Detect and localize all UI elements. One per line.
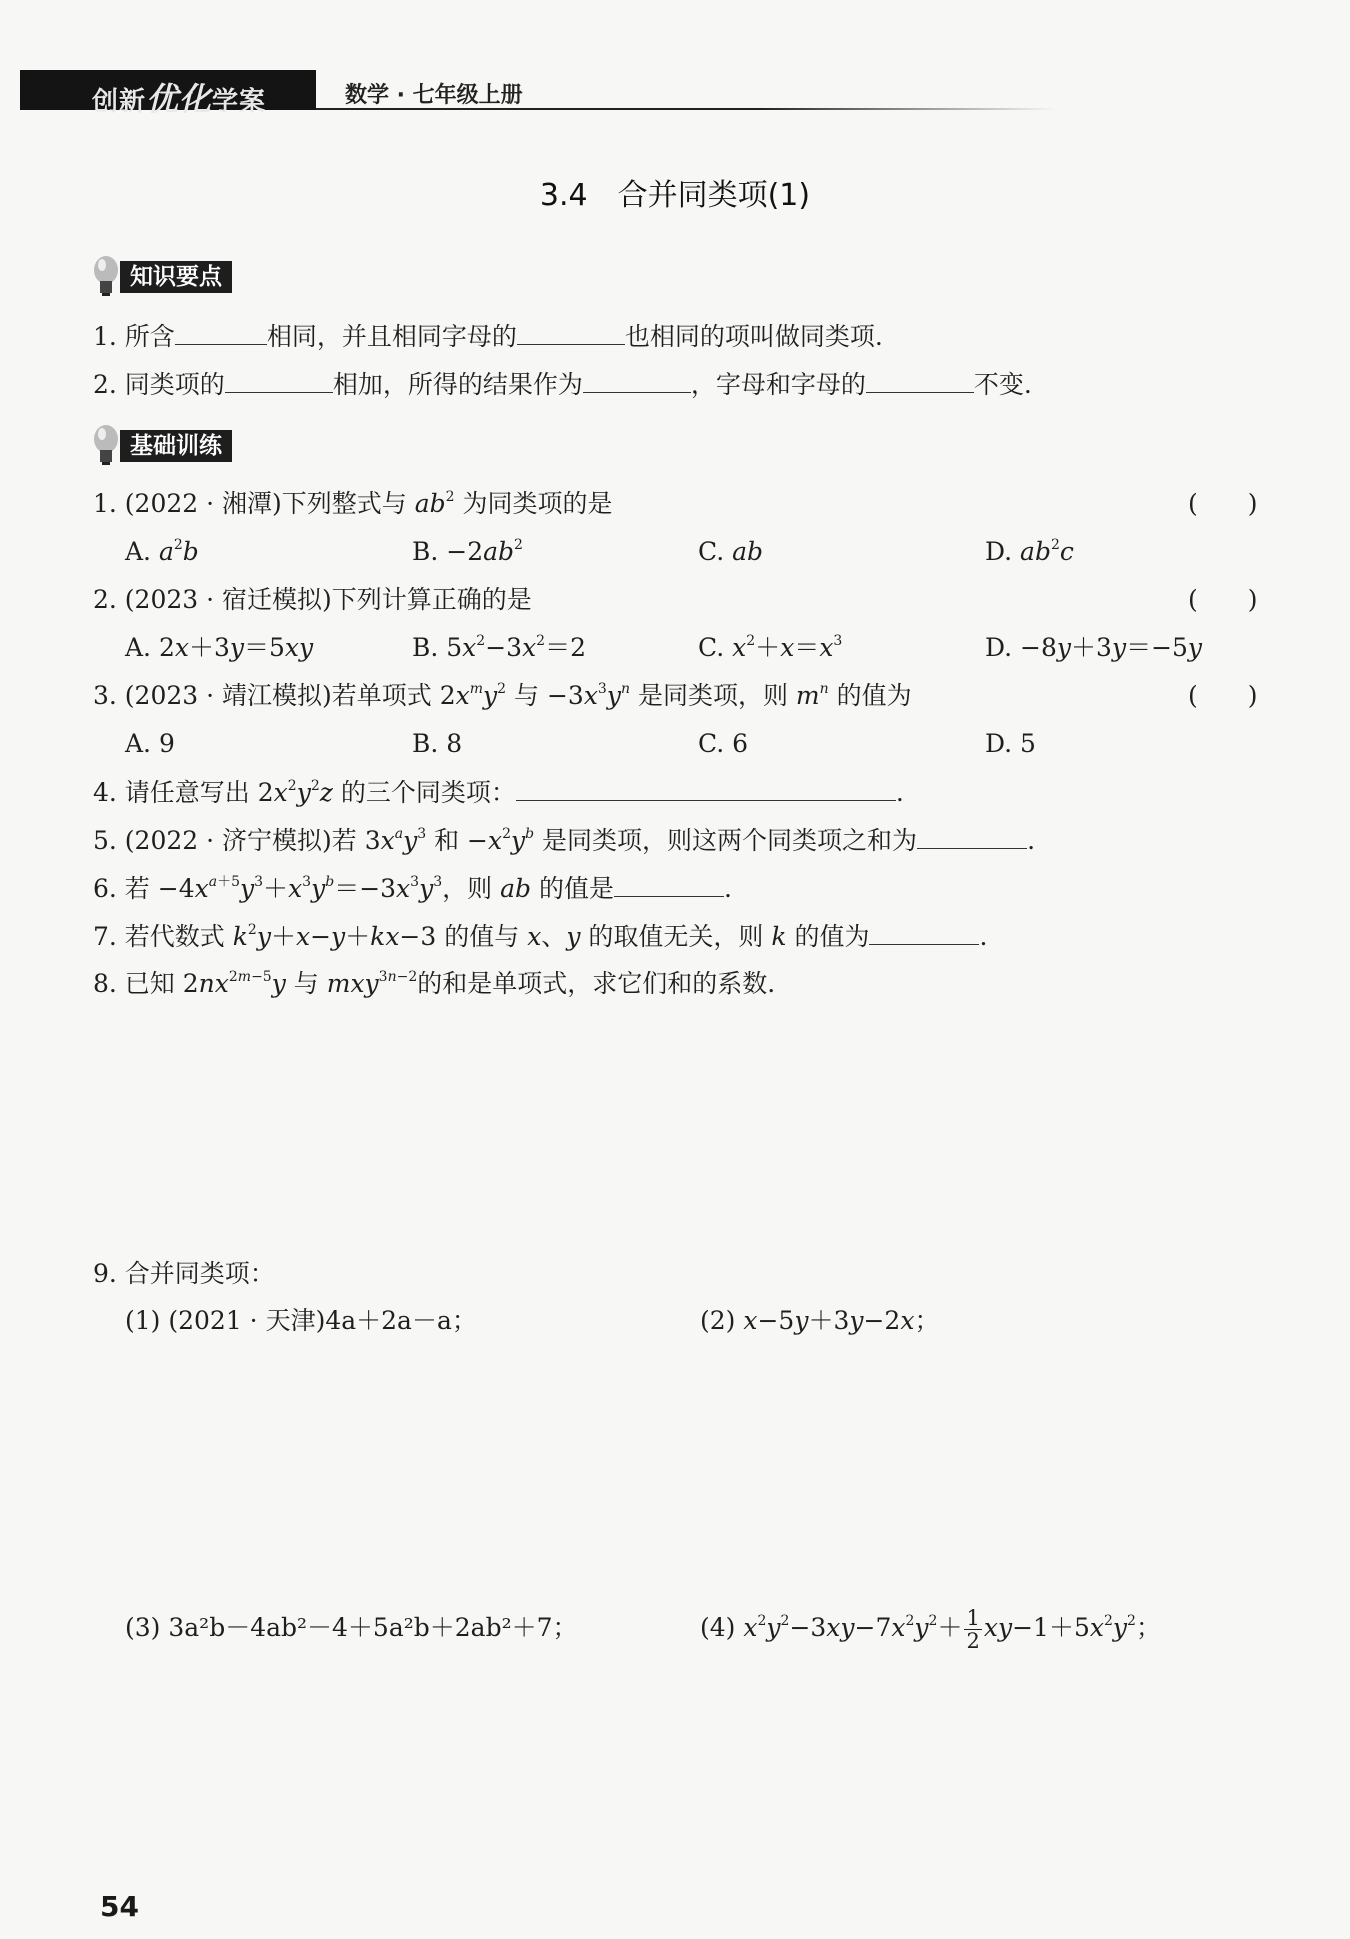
lightbulb-icon [92,424,122,466]
knowledge-line-1: 1. 所含 相同，并且相同字母的 也相同的项叫做同类项. [93,322,883,351]
header-band [20,70,316,118]
question-5: 5. (2022 · 济宁模拟)若 $3x^ay^3$ 和 $-x^2y^b$ 是同类项，则这两个同类项之和为 . [93,826,1036,855]
question-1: 1. (2022 · 湘潭)下列整式与 $ab^2$ 为同类项的是 [93,489,613,518]
section-label: 基础训练 [120,430,232,462]
q3-option-c: C. 6 [698,729,749,758]
q3-option-d: D. 5 [985,729,1036,758]
question-2: 2. (2023 · 宿迁模拟)下列计算正确的是 [93,585,532,614]
q9-part-1: (1) (2021 · 天津)4a＋2a－a； [125,1306,477,1335]
q2-option-b: B. $5x^2-3x^2=2$ [412,633,586,662]
answer-bracket: ( ) [1188,585,1258,614]
section-label: 知识要点 [120,261,232,293]
knowledge-line-2: 2. 同类项的 相加，所得的结果作为 ，字母和字母的 不变. [93,370,1032,399]
question-4: 4. 请任意写出 $2x^2y^2z$ 的三个同类项： . [93,778,904,807]
answer-bracket: ( ) [1188,489,1258,518]
question-7: 7. 若代数式 $k^2y+x-y+kx-3$ 的值与 x、y 的取值无关，则 k 的值为 . [93,922,988,951]
q1-option-a: A. $a^2b$ [125,537,199,566]
question-9: 9. 合并同类项： [93,1259,275,1288]
q1-option-b: B. $-2ab^2$ [412,537,523,566]
book-subtitle: 数学 · 七年级上册 [345,83,523,108]
q1-option-c: C. ab [698,537,764,566]
q9-part-3: (3) 3a²b－4ab²－4＋5a²b＋2ab²＋7； [125,1613,578,1642]
q3-option-b: B. 8 [412,729,463,758]
question-3: 3. (2023 · 靖江模拟)若单项式 $2x^my^2$ 与 $-3x^3y^n$ 是同类项，则 $m^n$ 的值为 [93,681,912,710]
page-number: 54 [100,1890,139,1923]
q2-option-d: D. −8y＋3y＝−5y [985,633,1203,662]
q2-option-c: C. $x^2+x=x^3$ [698,633,843,662]
header-rule [316,108,1056,110]
q1-option-d: D. $ab^2c$ [985,537,1074,566]
brand-logo: 创新优化学案 [92,80,267,118]
q2-option-a: A. 2x＋3y＝5xy [125,633,314,662]
q3-option-a: A. 9 [125,729,175,758]
page-title: 3.4 合并同类项(1) [539,178,811,213]
question-8: 8. 已知 $2nx^{2m-5}y$ 与 mxy$^{3n-2}$的和是单项式，求它们和的系数. [93,969,776,998]
fraction: $\frac{1}{2}$ [966,1606,980,1653]
question-6: 6. 若 $-4x^{a+5}y^3+x^3y^b=-3x^3y^3$，则 ab 的值是 . [93,874,732,903]
q9-part-2: (2) x−5y＋3y−2x； [700,1306,940,1335]
answer-bracket: ( ) [1188,681,1258,710]
q9-part-4: (4) $x^2y^2-3xy-7x^2y^2+$ $\frac{1}{2}$ $xy-1+5x^2y^2$； [700,1606,1161,1653]
lightbulb-icon [92,255,122,297]
